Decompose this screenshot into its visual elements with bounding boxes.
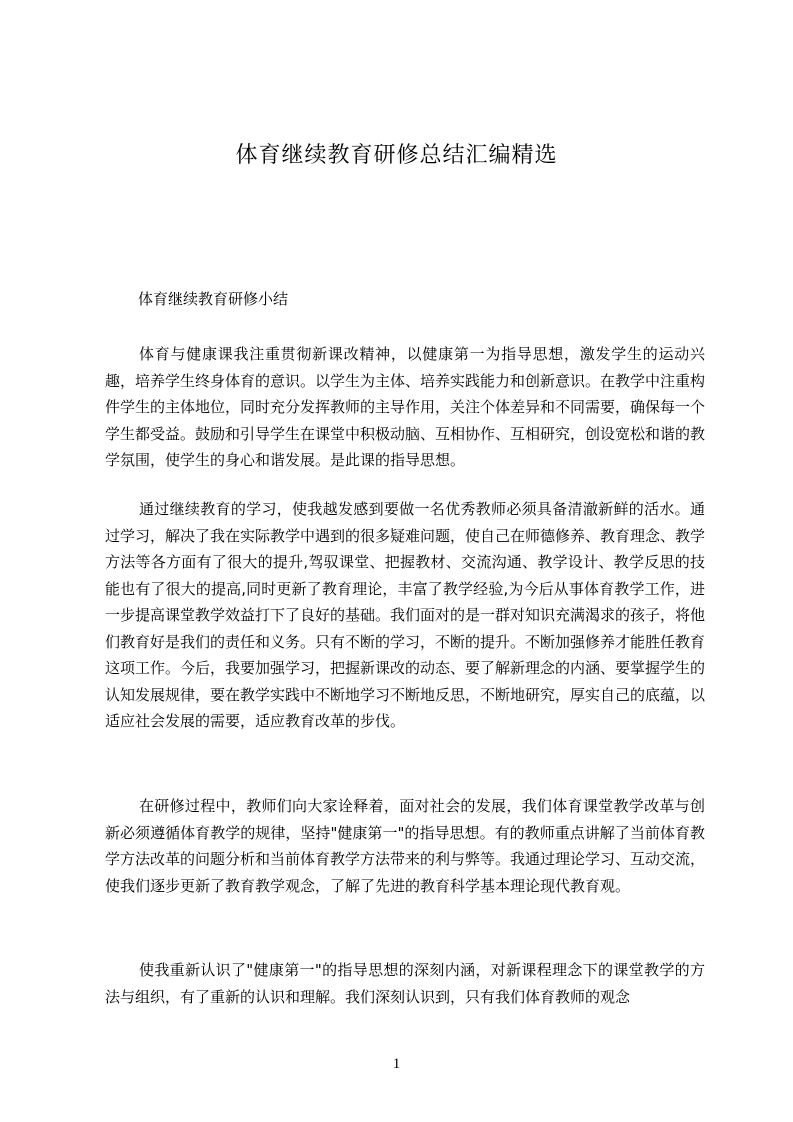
- page-number: 1: [392, 1056, 401, 1072]
- paragraph-4: 使我重新认识了"健康第一"的指导思想的深刻内涵，对新课程理念下的课堂教学的方法与组织，有了重新的认识和理解。我们深刻认识到，只有我们体育教师的观念: [105, 961, 705, 1006]
- paragraph-2: 通过继续教育的学习，使我越发感到要做一名优秀教师必须具备清澈新鲜的活水。通过学习，解决了我在实际教学中遇到的很多疑难问题，使自己在师德修养、教育理念、教学方法等各方面有了很大的提升,驾驭课堂、把握教材、交流沟通、教学设计、教学反思的技能也有了很大的提高,同时更新了教育理论，丰富了教学经验,为今后从事体育教学工作，进一步提高课堂教学效益打下了良好的基础。我们面对的是一群对知识充满渴求的孩子，将他们教育好是我们的责任和义务。只有不断的学习，不断的提升。不断加强修养才能胜任教育这项工作。今后，我要加强学习，把握新课改的动态、要了解新理念的内涵、要掌握学生的认知发展规律，要在教学实践中不断地学习不断地反思，不断地研究，厚实自己的底蕴，以适应社会发展的需要，适应教育改革的步伐。: [105, 500, 706, 730]
- document-title: 体育继续教育研修总结汇编精选: [235, 143, 558, 168]
- section-subtitle: 体育继续教育研修小结: [138, 290, 289, 308]
- paragraph-1: 体育与健康课我注重贯彻新课改精神，以健康第一为指导思想，激发学生的运动兴趣，培养学生终身体育的意识。以学生为主体、培养实践能力和创新意识。在教学中注重构件学生的主体地位，同时充分发挥教师的主导作用，关注个体差异和不同需要，确保每一个学生都受益。鼓励和引导学生在课堂中积极动脑、互相协作、互相研究，创设宽松和谐的教学氛围，使学生的身心和谐发展。是此课的指导思想。: [105, 345, 706, 469]
- paragraph-3: 在研修过程中，教师们向大家诠释着，面对社会的发展，我们体育课堂教学改革与创新必须遵循体育教学的规律，坚持"健康第一"的指导思想。有的教师重点讲解了当前体育教学方法改革的问题分析和当前体育教学方法带来的利与弊等。我通过理论学习、互动交流，使我们逐步更新了教育教学观念，了解了先进的教育科学基本理论现代教育观。: [105, 797, 706, 895]
